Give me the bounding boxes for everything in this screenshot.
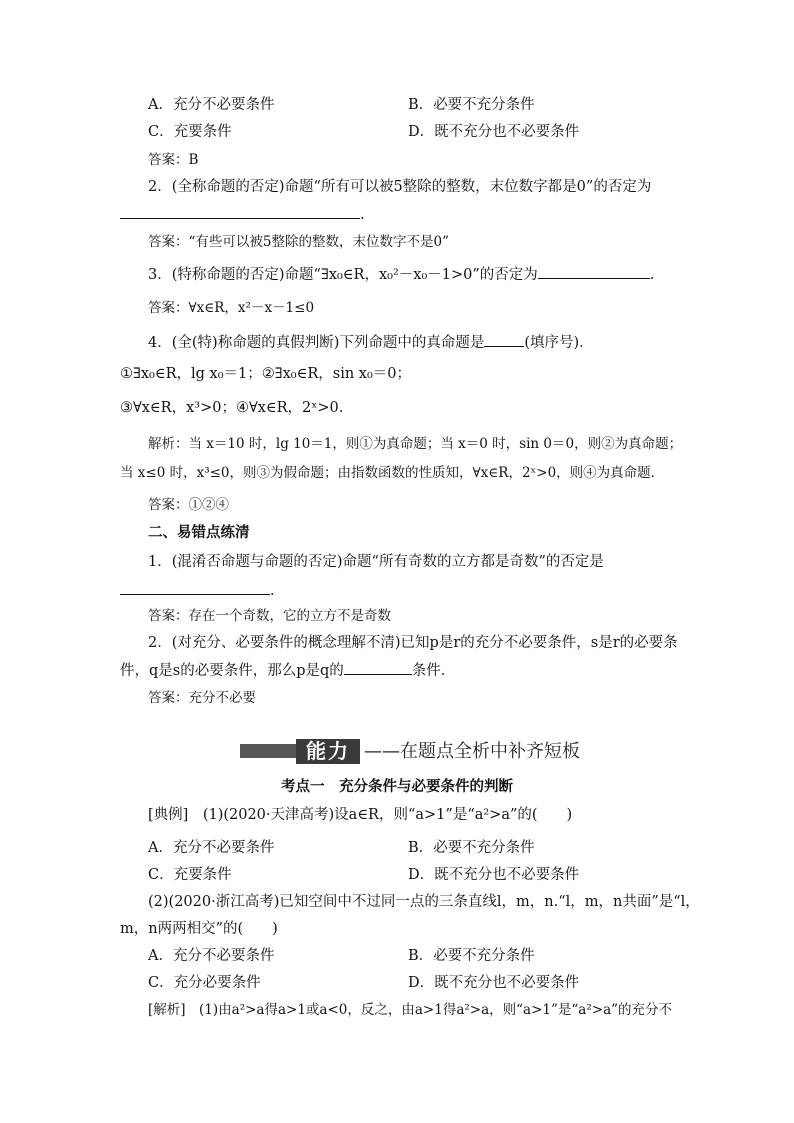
q1-option-b: B．必要不充分条件 bbox=[408, 97, 535, 113]
q1-answer: 答案：B bbox=[148, 152, 199, 168]
q2-answer-blank[interactable] bbox=[120, 204, 360, 219]
q2-tail: . bbox=[360, 207, 365, 223]
s2-p1-answer: 答案：存在一个奇数，它的立方不是奇数 bbox=[148, 608, 391, 624]
q1-option-a: A．充分不必要条件 bbox=[148, 97, 275, 113]
q3-answer-blank[interactable] bbox=[538, 264, 650, 279]
s2-p2-answer-blank[interactable] bbox=[344, 660, 412, 675]
example-q2-stem-1: (2)(2020·浙江高考)已知空间中不过同一点的三条直线l，m，n.“l，m，n共面”是“l， bbox=[148, 894, 700, 910]
banner-badge: 能力 bbox=[296, 739, 360, 764]
example-q2-stem-2: m，n两两相交”的( ) bbox=[120, 921, 278, 937]
q4-answer-blank[interactable] bbox=[484, 332, 524, 347]
q1-option-c: C．充要条件 bbox=[148, 124, 232, 140]
q4-analysis-2: 当 x≤0 时，x³≤0，则③为假命题；由指数函数的性质知，∀x∈R，2ˣ>0，则④为真命题． bbox=[120, 465, 665, 481]
s2-p2-stem-1: 2．(对充分、必要条件的概念理解不清)已知p是r的充分不必要条件，s是r的必要条 bbox=[148, 635, 678, 651]
q2-stem: 2．(全称命题的否定)命题“所有可以被5整除的整数，末位数字都是0”的否定为 bbox=[148, 179, 652, 195]
example-q2-option-b: B．必要不充分条件 bbox=[408, 948, 535, 964]
example-q2-option-d: D．既不充分也不必要条件 bbox=[408, 975, 580, 991]
ability-banner bbox=[240, 738, 620, 766]
q4-answer: 答案：①②④ bbox=[148, 497, 229, 513]
example-q1-option-b: B．必要不充分条件 bbox=[408, 840, 535, 856]
example-q1-stem: [典例] (1)(2020·天津高考)设a∈R，则“a>1”是“a²>a”的( ) bbox=[148, 807, 573, 823]
kaodian-title: 考点一 充分条件与必要条件的判断 bbox=[281, 778, 513, 795]
q4-items-1: ①∃x₀∈R，lg x₀＝1；②∃x₀∈R，sin x₀＝0； bbox=[120, 366, 411, 382]
example-q2-option-a: A．充分不必要条件 bbox=[148, 948, 275, 964]
q4-stem: 4．(全(特)称命题的真假判断)下列命题中的真命题是 bbox=[148, 335, 485, 351]
s2-p1-tail: . bbox=[270, 583, 275, 599]
s2-p2-stem-2a: 件，q是s的必要条件，那么p是q的 bbox=[120, 663, 344, 679]
q4-stem-tail: (填序号)． bbox=[524, 335, 594, 351]
section2-title: 二、易错点练清 bbox=[148, 524, 250, 541]
q3-stem: 3．(特称命题的否定)命题“∃x₀∈R，x₀²－x₀－1>0”的否定为 bbox=[148, 267, 538, 283]
example-q1-option-a: A．充分不必要条件 bbox=[148, 840, 275, 856]
q4-items-2: ③∀x∈R，x³>0；④∀x∈R，2ˣ>0. bbox=[120, 400, 344, 416]
q1-option-d: D．既不充分也不必要条件 bbox=[408, 124, 580, 140]
example-analysis: [解析] (1)由a²>a得a>1或a<0，反之，由a>1得a²>a，则“a>1”是“a²>a”的充分不 bbox=[148, 1002, 673, 1018]
banner-subtitle: ——在题点全析中补齐短板 bbox=[364, 741, 580, 762]
s2-p1-stem: 1．(混淆否命题与命题的否定)命题“所有奇数的立方都是奇数”的否定是 bbox=[148, 554, 604, 570]
example-q1-option-d: D．既不充分也不必要条件 bbox=[408, 867, 580, 883]
banner-bar bbox=[240, 744, 296, 758]
q3-answer: 答案：∀x∈R，x²－x－1≤0 bbox=[148, 300, 315, 316]
example-q1-option-c: C．充要条件 bbox=[148, 867, 232, 883]
example-q2-option-c: C．充分必要条件 bbox=[148, 975, 261, 991]
s2-p2-answer: 答案：充分不必要 bbox=[148, 690, 256, 706]
q4-analysis-1: 解析：当 x＝10 时，lg 10＝1，则①为真命题；当 x＝0 时，sin 0＝0，则②为真命题； bbox=[148, 436, 683, 452]
s2-p1-answer-blank[interactable] bbox=[120, 580, 270, 595]
s2-p2-stem-2b: 条件． bbox=[411, 663, 456, 679]
q2-answer: 答案：“有些可以被5整除的整数，末位数字不是0” bbox=[148, 234, 449, 250]
q3-tail: . bbox=[649, 267, 655, 283]
